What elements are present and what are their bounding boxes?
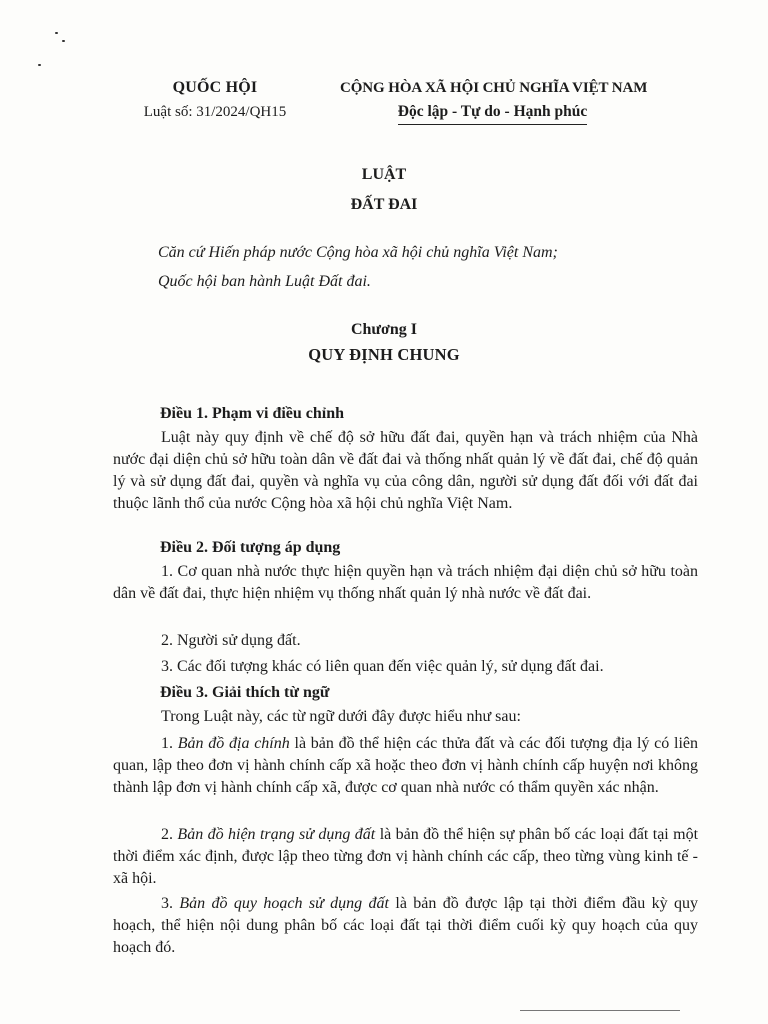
definition-paragraph	[113, 733, 698, 799]
national-title: CỘNG HÒA XÃ HỘI CHỦ NGHĨA VIỆT NAM	[340, 80, 648, 96]
issuer-block	[110, 78, 320, 122]
article-paragraph: 2. Người sử dụng đất.	[161, 632, 301, 649]
article-paragraph: 3. Các đối tượng khác có liên quan đến việc quản lý, sử dụng đất đai.	[161, 658, 604, 675]
document-type: LUẬT	[361, 166, 407, 183]
law-number: Luật số: 31/2024/QH15	[143, 104, 287, 120]
definition-text: là bản đồ được lập tại thời điểm đầu kỳ quy hoạch, thể hiện nội dung phân bố các loại đất tại thời điểm cuối kỳ quy hoạch của quy hoạch đó.	[113, 895, 698, 956]
definition-paragraph	[113, 893, 698, 959]
article-heading: Điều 2. Đối tượng áp dụng	[160, 539, 341, 556]
document-title: ĐẤT ĐAI	[350, 196, 418, 213]
article-heading: Điều 3. Giải thích từ ngữ	[160, 684, 330, 701]
chapter-number: Chương I	[350, 321, 418, 338]
scan-speck	[55, 32, 58, 34]
definition-text: là bản đồ thể hiện các thửa đất và các đối tượng địa lý có liên quan, lập theo đơn vị hành chính cấp xã hoặc theo đơn vị hành chính cấp huyện nơi không thành lập đơn vị hành chính cấp xã, được cơ quan nhà nước có thẩm quyền xác nhận.	[113, 735, 699, 796]
issuing-organization: QUỐC HỘI	[172, 79, 258, 96]
national-motto: Độc lập - Tự do - Hạnh phúc	[398, 102, 587, 125]
article-paragraph: Trong Luật này, các từ ngữ dưới đây được hiểu như sau:	[161, 708, 521, 725]
definition-text: là bản đồ thể hiện sự phân bố các loại đất tại một thời điểm xác định, được lập theo từng đơn vị hành chính các cấp, theo từng vùng kinh tế - xã hội.	[113, 826, 699, 887]
article-paragraph: 1. Cơ quan nhà nước thực hiện quyền hạn và trách nhiệm đại diện chủ sở hữu toàn dân về đất đai, thực hiện nhiệm vụ thống nhất quản lý nhà nước về đất đai.	[113, 563, 698, 602]
defined-term: Bản đồ địa chính	[177, 735, 290, 752]
preamble-line: Căn cứ Hiến pháp nước Cộng hòa xã hội chủ nghĩa Việt Nam;	[158, 244, 558, 261]
definition-paragraph	[113, 824, 698, 890]
article-heading: Điều 1. Phạm vi điều chỉnh	[160, 405, 345, 422]
scan-speck	[38, 64, 41, 66]
preamble-line: Quốc hội ban hành Luật Đất đai.	[158, 273, 371, 290]
national-title-block	[340, 78, 648, 125]
defined-term: Bản đồ quy hoạch sử dụng đất	[179, 895, 389, 912]
scan-edge-line	[520, 1010, 680, 1011]
chapter-title: QUY ĐỊNH CHUNG	[308, 345, 460, 364]
article-paragraph: Luật này quy định về chế độ sở hữu đất đai, quyền hạn và trách nhiệm của Nhà nước đại diện chủ sở hữu toàn dân về đất đai và thống nhất quản lý về đất đai, chế độ quản lý và sử dụng đất đai, quyền và nghĩa vụ của công dân, người sử dụng đất đối với đất đai thuộc lãnh thổ của nước Cộng hòa xã hội chủ nghĩa Việt Nam.	[113, 429, 698, 512]
definition-number: 3.	[161, 895, 173, 912]
definition-number: 1.	[161, 735, 173, 752]
scan-speck	[62, 40, 65, 42]
definition-number: 2.	[161, 826, 173, 843]
defined-term: Bản đồ hiện trạng sử dụng đất	[177, 826, 376, 843]
